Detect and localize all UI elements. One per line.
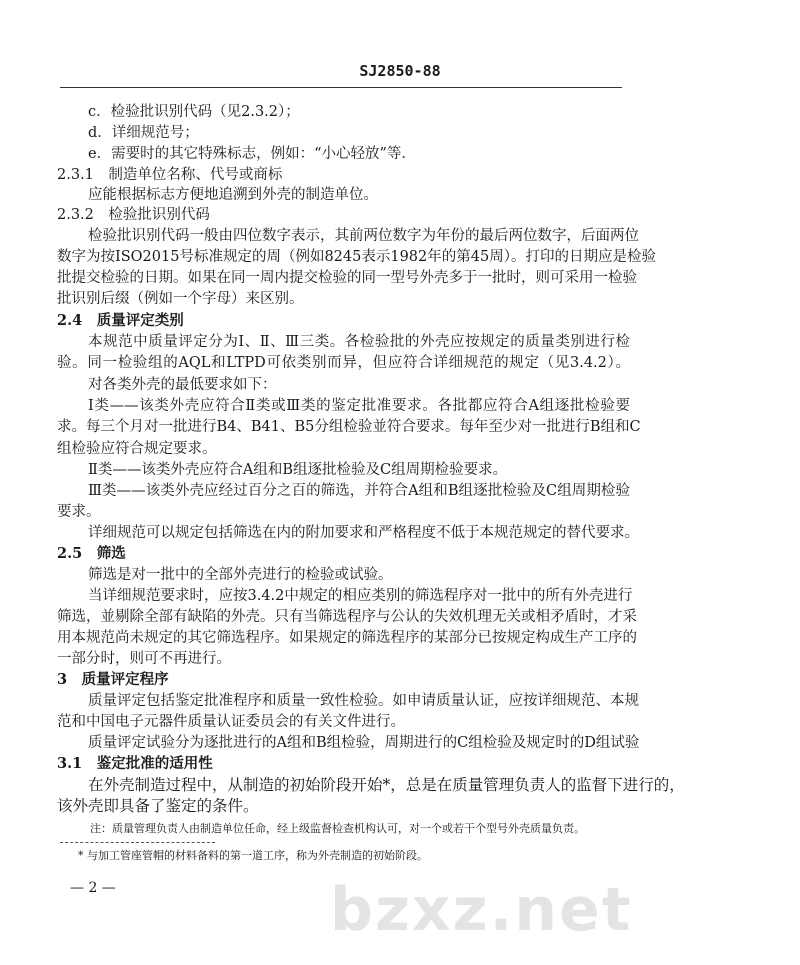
paragraph-line: Ⅲ类——该类外壳应经过百分之百的筛选，并符合A组和B组逐批检验及C组周期检验 xyxy=(88,483,630,499)
section-heading-3: 3 质量评定程序 xyxy=(57,671,169,688)
paragraph-line: 质量评定试验分为逐批进行的A组和B组检验，周期进行的C组检验及规定时的D组试验 xyxy=(88,735,640,751)
paragraph-line: 组检验应符合规定要求。 xyxy=(57,441,217,457)
paragraph-line: 该外壳即具备了鉴定的条件。 xyxy=(57,797,259,815)
paragraph-line: 数字为按ISO2015号标准规定的周（例如8245表示1982年的第45周）。打印的日期应是检验 xyxy=(57,249,656,265)
paragraph-line: 筛选，並剔除全部有缺陷的外壳。只有当筛选程序与公认的失效机理无关或相矛盾时，才采 xyxy=(57,609,637,625)
paragraph-line: 在外壳制造过程中，从制造的初始阶段开始*，总是在质量管理负责人的监督下进行的， xyxy=(88,776,685,794)
paragraph-line: 本规范中质量评定分为Ⅰ、Ⅱ、Ⅲ三类。各检验批的外壳应按规定的质量类别进行检 xyxy=(88,334,630,350)
paragraph-line: Ⅰ类——该类外壳应符合Ⅱ类或Ⅲ类的鉴定批准要求。各批都应符合A组逐批检验要 xyxy=(88,398,630,414)
page-number: — 2 — xyxy=(70,880,116,896)
paragraph-line: 应能根据标志方便地追溯到外壳的制造单位。 xyxy=(88,187,378,203)
paragraph-line: 求。每三个月对一批进行B4、B41、B5分组检验並符合要求。每年至少对一批进行B组和C xyxy=(57,419,641,435)
note-text: 注：质量管理负责人由制造单位任命，经上级监督检查机构认可，对一个或若干个型号外壳质量负责。 xyxy=(90,822,585,835)
paragraph-line: 检验批识别代码一般由四位数字表示，其前两位数字为年份的最后两位数字，后面两位 xyxy=(88,228,639,244)
list-item-d: d．详细规范号； xyxy=(88,125,199,141)
footnote-text: * 与加工管座管帽的材料备料的第一道工序，称为外壳制造的初始阶段。 xyxy=(78,849,428,862)
paragraph-line: 批提交检验的日期。如果在同一周内提交检验的同一型号外壳多于一批时，则可采用一检验 xyxy=(57,270,637,286)
paragraph-line: Ⅱ类——该类外壳应符合A组和B组逐批检验及C组周期检验要求。 xyxy=(88,462,508,478)
section-heading-2-3-2: 2.3.2 检验批识别代码 xyxy=(57,207,210,223)
list-item-e: e．需要时的其它特殊标志，例如：“小心轻放”等． xyxy=(88,146,416,162)
watermark: bzxz.net xyxy=(330,875,633,945)
paragraph-line: 要求。 xyxy=(57,504,101,520)
paragraph-line: 质量评定包括鉴定批准程序和质量一致性检验。如申请质量认证，应按详细规范、本规 xyxy=(88,693,639,709)
paragraph-line: 批识别后缀（例如一个字母）来区别。 xyxy=(57,291,304,307)
document-code-header: SJ2850-88 xyxy=(359,62,441,80)
paragraph-line: 验。同一检验组的AQL和LTPD可依类别而异，但应符合详细规范的规定（见3.4.2）。 xyxy=(57,355,630,371)
paragraph-line: 一部分时，则可不再进行。 xyxy=(57,651,231,667)
paragraph-line: 用本规范尚未规定的其它筛选程序。如果规定的筛选程序的某部分已按规定构成生产工序的 xyxy=(57,630,637,646)
header-rule xyxy=(60,87,622,88)
paragraph-line: 详细规范可以规定包括筛选在内的附加要求和严格程度不低于本规范规定的替代要求。 xyxy=(88,525,639,541)
paragraph-line: 筛选是对一批中的全部外壳进行的检验或试验。 xyxy=(88,567,393,583)
section-heading-2-4: 2.4 质量评定类别 xyxy=(57,312,184,329)
section-heading-2-5: 2.5 筛选 xyxy=(57,545,126,562)
paragraph-line: 范和中国电子元器件质量认证委员会的有关文件进行。 xyxy=(57,714,405,730)
section-heading-3-1: 3.1 鉴定批准的适用性 xyxy=(57,755,213,772)
section-heading-2-3-1: 2.3.1 制造单位名称、代号或商标 xyxy=(57,167,283,183)
footnote-rule xyxy=(60,842,215,843)
paragraph-line: 当详细规范要求时，应按3.4.2中规定的相应类别的筛选程序对一批中的所有外壳进行 xyxy=(88,588,633,604)
list-item-c: c．检验批识别代码（见2.3.2）； xyxy=(88,104,300,120)
paragraph-line: 对各类外壳的最低要求如下： xyxy=(88,377,277,393)
